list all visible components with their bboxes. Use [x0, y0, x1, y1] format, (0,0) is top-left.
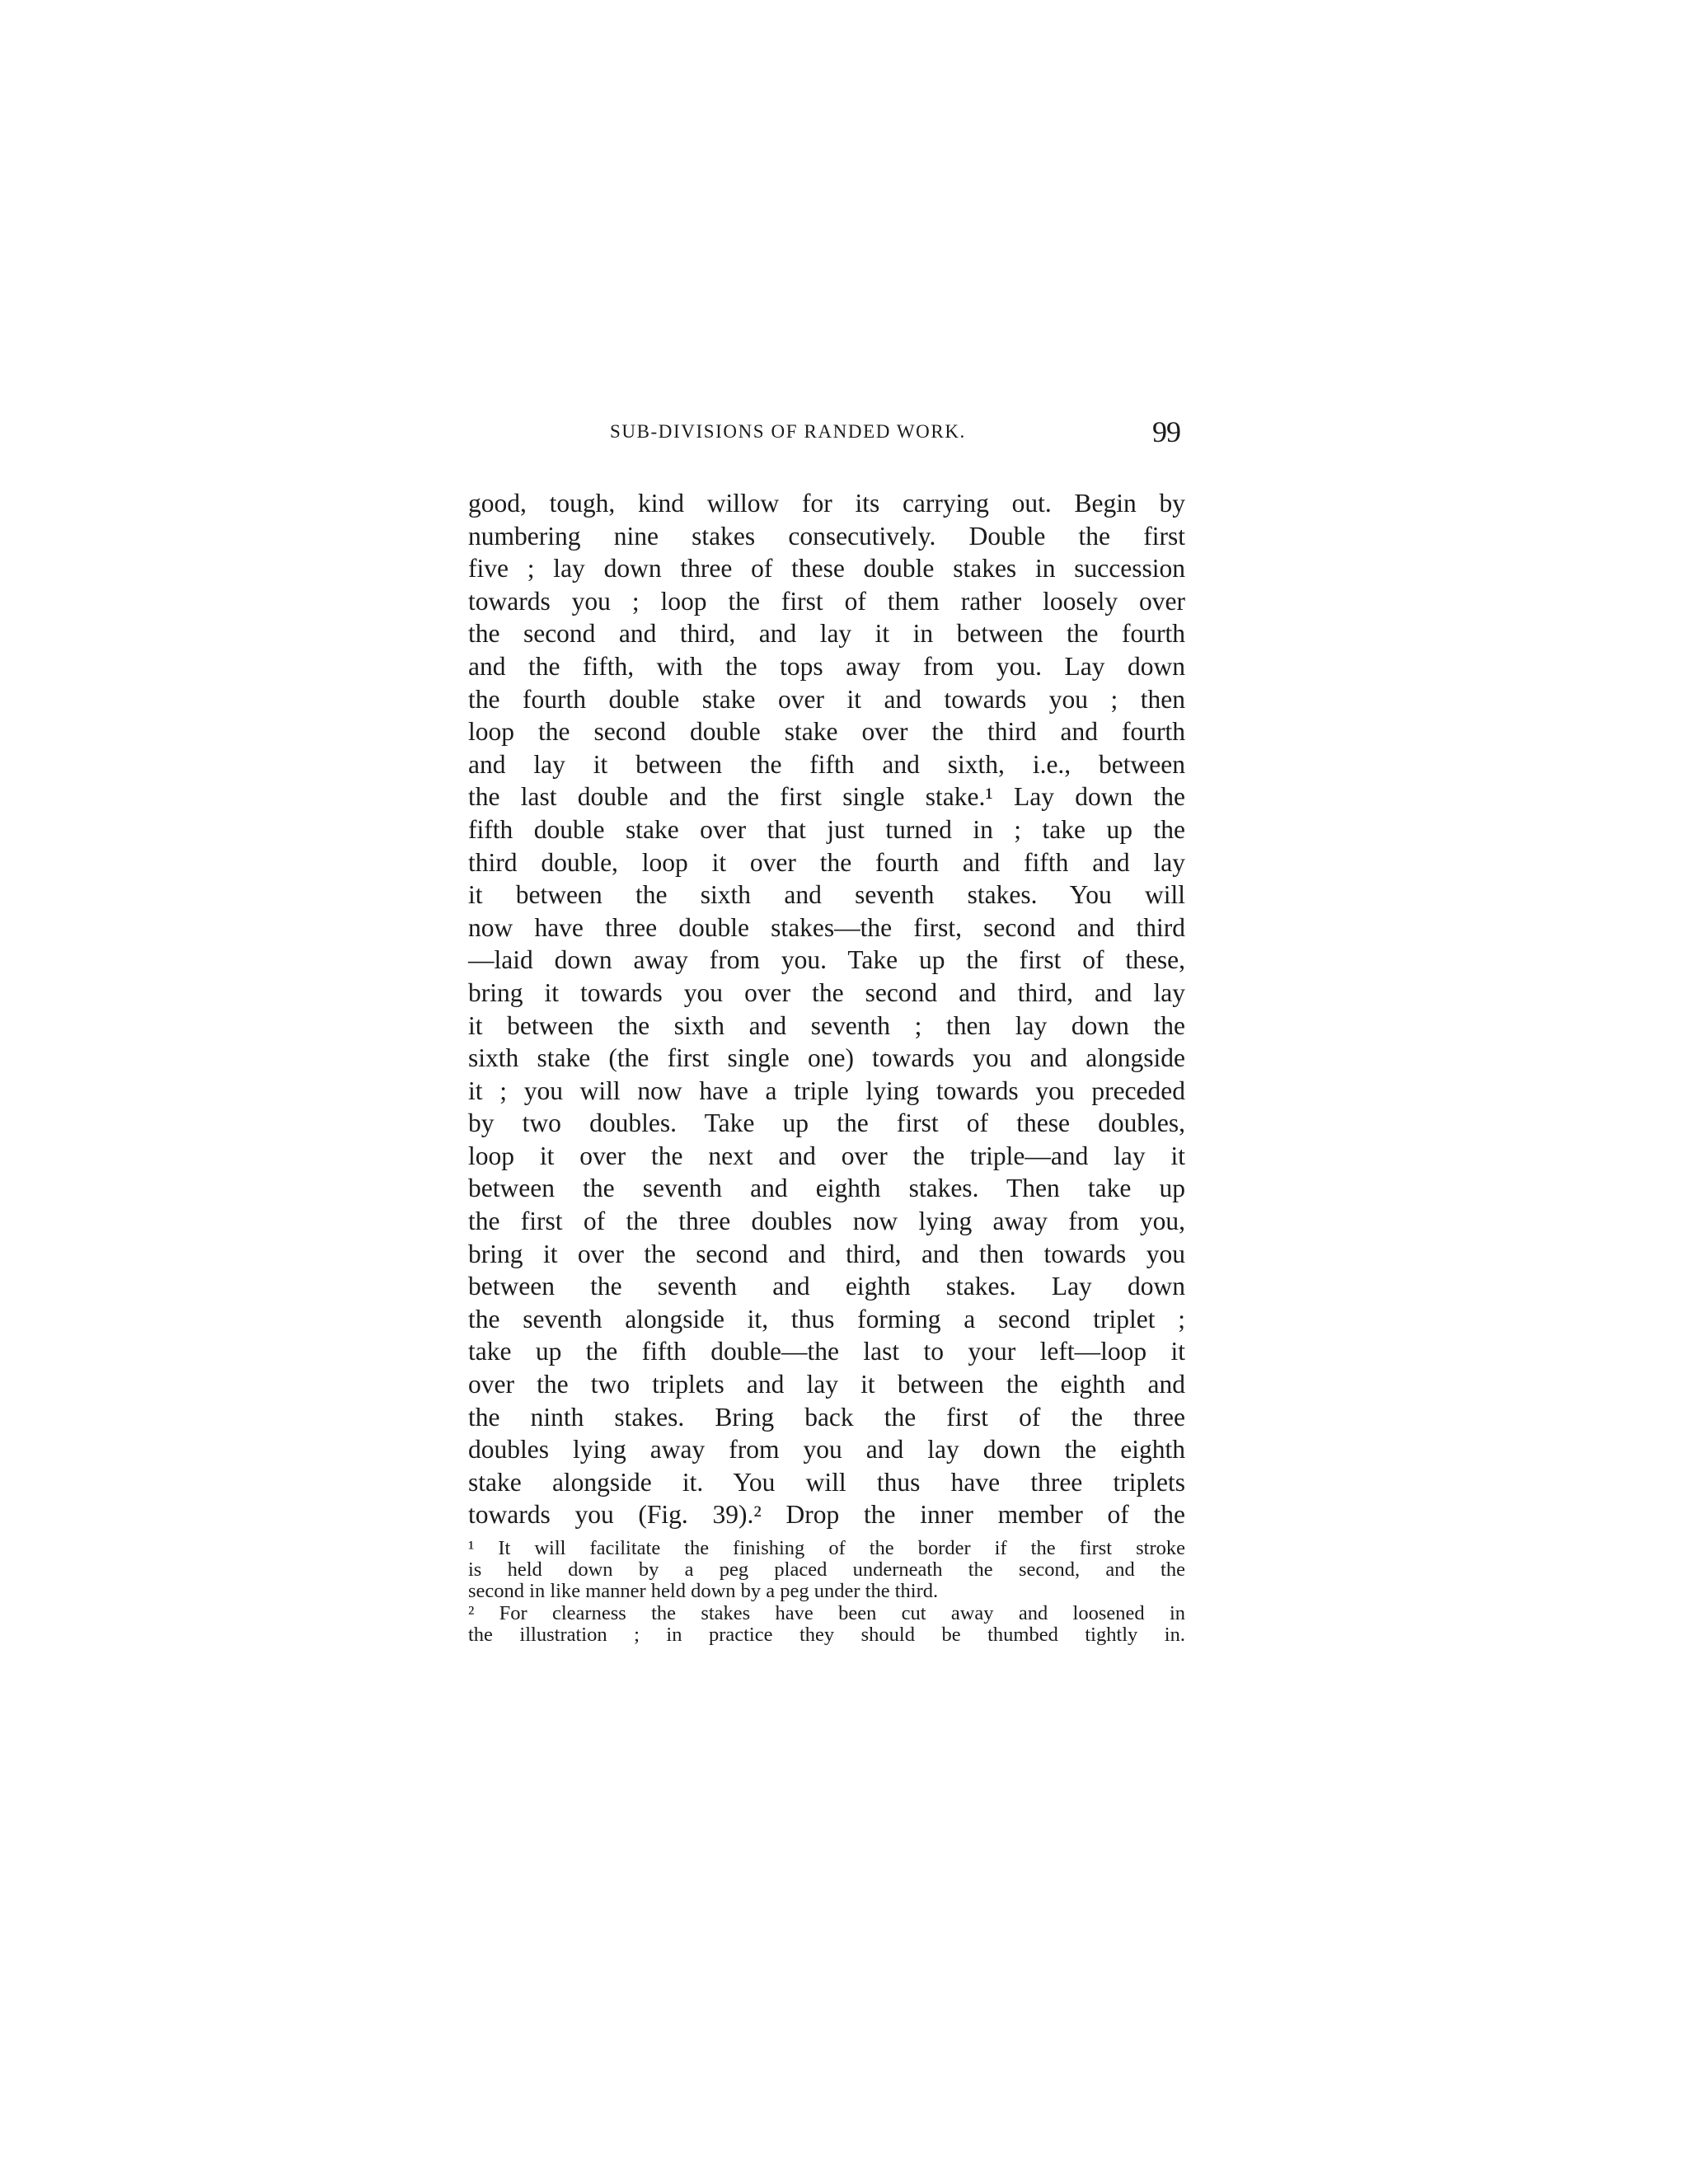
body-line: it between the sixth and seventh stakes. You will [468, 880, 1185, 910]
body-line: bring it towards you over the second and third, and lay [468, 977, 1185, 1007]
body-line: numbering nine stakes consecutively. Double the first [468, 521, 1185, 551]
body-line: the fourth double stake over it and towards you ; then [468, 684, 1185, 714]
page-number: 99 [1152, 415, 1180, 448]
footnote-line: second in like manner held down by a peg under the third. [468, 1580, 939, 1603]
body-line: over the two triplets and lay it between the eighth and [468, 1370, 1185, 1399]
body-line: doubles lying away from you and lay down the eighth [468, 1435, 1185, 1465]
body-line: between the seventh and eighth stakes. Then take up [468, 1174, 1185, 1203]
footnote-line: is held down by a peg placed underneath the second, and the [468, 1558, 1185, 1582]
body-line: now have three double stakes—the first, second and third [468, 912, 1185, 942]
body-line: loop it over the next and over the triple—and lay it [468, 1141, 1185, 1170]
footnotes [468, 1538, 1185, 1646]
body-line: loop the second double stake over the third and fourth [468, 717, 1185, 747]
page-text-block [468, 416, 1185, 1646]
body-line: the second and third, and lay it in between the fourth [468, 619, 1185, 649]
body-line: towards you ; loop the first of them rather loosely over [468, 586, 1185, 616]
body-line: the first of the three doubles now lying away from you, [468, 1207, 1185, 1236]
body-line: and lay it between the fifth and sixth, i.e., between [468, 749, 1185, 779]
body-line: it ; you will now have a triple lying towards you preceded [468, 1076, 1185, 1105]
footnote-line: the illustration ; in practice they should be thumbed tightly in. [468, 1623, 1185, 1646]
body-line: the seventh alongside it, thus forming a second triplet ; [468, 1304, 1185, 1333]
body-text [468, 487, 1185, 1531]
body-line: —laid down away from you. Take up the first of these, [468, 945, 1185, 975]
body-line: third double, loop it over the fourth and fifth and lay [468, 847, 1185, 877]
body-line: between the seventh and eighth stakes. Lay down [468, 1272, 1185, 1301]
body-line: by two doubles. Take up the first of these doubles, [468, 1108, 1185, 1138]
body-line: sixth stake (the first single one) towards you and alongside [468, 1043, 1185, 1073]
body-line: take up the fifth double—the last to your left—loop it [468, 1337, 1185, 1366]
body-line: towards you (Fig. 39).² Drop the inner member of the [468, 1500, 1185, 1530]
body-line: fifth double stake over that just turned in ; take up the [468, 814, 1185, 844]
footnote-line: ¹ It will facilitate the finishing of the border if the first stroke [468, 1537, 1185, 1559]
body-line: it between the sixth and seventh ; then lay down the [468, 1010, 1185, 1040]
body-line: good, tough, kind willow for its carrying out. Begin by [468, 489, 1185, 518]
body-line: five ; lay down three of these double stakes in succession [468, 554, 1185, 583]
running-head-title: SUB-DIVISIONS OF RANDED WORK. [610, 421, 966, 442]
running-head [468, 416, 1185, 459]
body-line: and the fifth, with the tops away from you. Lay down [468, 651, 1185, 681]
footnote-line: ² For clearness the stakes have been cut away and loosened in [468, 1601, 1185, 1624]
body-line: bring it over the second and third, and then towards you [468, 1239, 1185, 1268]
body-line: the ninth stakes. Bring back the first of the three [468, 1402, 1185, 1432]
body-line: the last double and the first single stake.¹ Lay down the [468, 782, 1185, 812]
body-line: stake alongside it. You will thus have three triplets [468, 1467, 1185, 1497]
